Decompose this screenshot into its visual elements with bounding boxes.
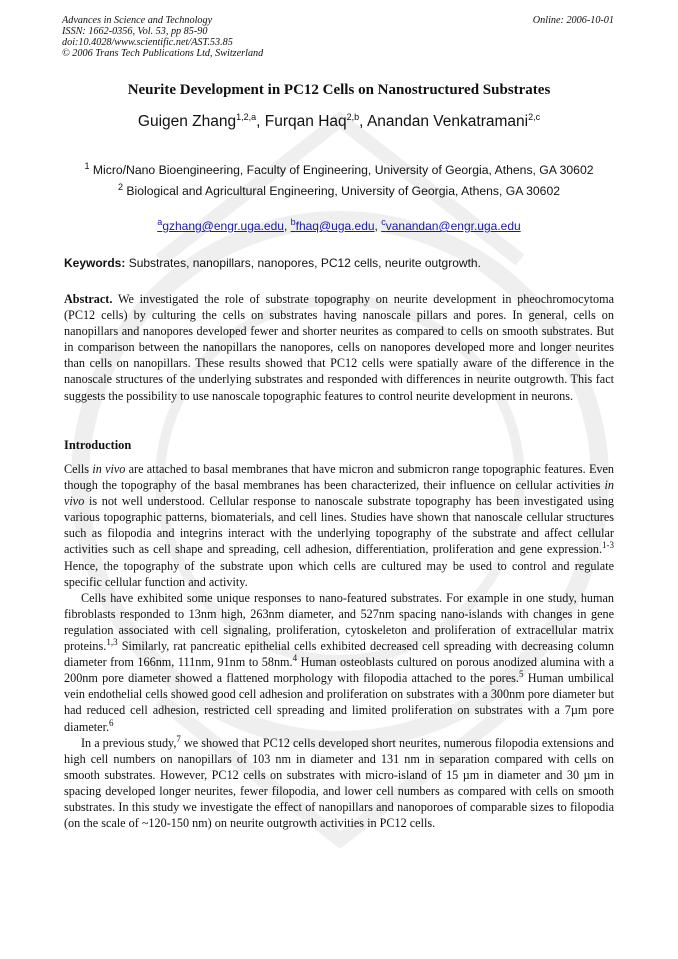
introduction-body <box>64 461 614 831</box>
reference-sup: 5 <box>518 669 524 680</box>
author-name: Anandan Venkatramani <box>366 113 529 130</box>
paragraph-text: In a previous study, <box>81 735 177 750</box>
email-link[interactable] <box>157 219 284 233</box>
author-name: Furqan Haq <box>264 113 347 130</box>
author-separator: , <box>256 113 265 130</box>
paragraph-text: is not well understood. Cellular response to nanoscale substrate topography has been investigated using various topographic patterns, biomaterials, and cell lines. Studies have shown that nanoscale cellular structures such as filopodia and integrins interact with the underlying topography of the substrate and affect cellular activities such as cell shape and spreading, cell adhesion, differentiation, proliferation and gene expression. <box>64 494 614 557</box>
affiliation-text: Biological and Agricultural Engineering, University of Georgia, Athens, GA 30602 <box>126 184 560 198</box>
issn-line: ISSN: 1662-0356, Vol. 53, pp 85-90 <box>62 26 208 37</box>
email-sup: c <box>381 217 386 227</box>
paper-title: Neurite Development in PC12 Cells on Nanostructured Substrates <box>127 82 551 98</box>
reference-sup: 1-3 <box>602 540 614 551</box>
author-sup: 1,2,a <box>236 111 257 122</box>
affiliation-sup: 2 <box>118 181 124 192</box>
italic-term: in vivo <box>92 462 126 476</box>
affiliation-2 <box>0 181 678 198</box>
paragraph-text: Similarly, rat pancreatic epithelial cells exhibited decreased cell spreading with decreasing column diameter from 166nm, 111nm, 91nm to 58nm. <box>64 639 614 670</box>
journal-header <box>62 15 263 59</box>
author-name: Guigen Zhang <box>137 113 237 130</box>
reference-sup: 6 <box>109 717 114 728</box>
affiliation-text: Micro/Nano Bioengineering, Faculty of Engineering, University of Georgia, Athens, GA 30602 <box>92 163 594 177</box>
email-list <box>0 219 678 233</box>
email-separator: , <box>283 219 291 233</box>
email-separator: , <box>374 219 382 233</box>
affiliation-1 <box>0 160 678 177</box>
email-address: vanandan@engr.uga.edu <box>385 219 521 233</box>
paragraph-text: are attached to basal membranes that have micron and submicron range topographic features. Even though the topography of the basal membranes has been characterized, their influence on cellular activities <box>64 462 614 493</box>
author-sup: 2,c <box>528 111 541 122</box>
introduction-paragraph <box>64 735 614 832</box>
paragraph-text: Cells <box>64 462 93 476</box>
online-date: Online: 2006-10-01 <box>532 15 614 26</box>
introduction-heading: Introduction <box>64 438 132 452</box>
abstract <box>64 291 614 404</box>
email-sup: a <box>157 217 163 227</box>
paragraph-text: Human umbilical vein endothelial cells showed good cell adhesion and proliferation on substrates with a 300nm pore diameter but had reduced cell adhesion, restricted cell spreading and limited proliferation on substrates with a 7µm pore diameter. <box>64 671 614 734</box>
email-link[interactable] <box>291 219 375 233</box>
journal-name: Advances in Science and Technology <box>62 15 213 26</box>
reference-sup: 1,3 <box>106 636 118 647</box>
paragraph-text: we showed that PC12 cells developed short neurites, numerous filopodia extensions and high cell numbers on nanopillars of 103 nm in diameter and 131 nm in separation compared with cells on smooth substrates. However, PC12 cells on substrates with micro-island of 15 µm in diameter and 30 µm in spacing developed longer neurites, fewer filopodia, and lower cell numbers as compared with cells on smooth substrates. In this study we investigate the effect of nanopillars and nanoporoes of comparable sizes to filopodia (on the scale of ~120-150 nm) on neurite outgrowth activities in PC12 cells. <box>64 735 614 831</box>
paragraph-text: Hence, the topography of the substrate upon which cells are cultured may be used to control and regulate specific cellular function and activity. <box>64 558 614 589</box>
reference-sup: 7 <box>176 733 181 744</box>
affiliation-sup: 1 <box>84 160 90 171</box>
paragraph-text: Human osteoblasts cultured on porous anodized alumina with a 200nm pore diameter showed a flattened morphology with filopodia attached to the pores. <box>64 655 615 686</box>
email-address: gzhang@engr.uga.edu <box>162 219 284 233</box>
abstract-label: Abstract. <box>64 292 113 306</box>
author-sup: 2,b <box>346 111 360 122</box>
introduction-paragraph <box>64 461 614 590</box>
keywords-label: Keywords: <box>64 256 126 270</box>
email-sup: b <box>290 217 296 227</box>
email-address: fhaq@uga.edu <box>295 219 375 233</box>
keywords <box>64 256 481 270</box>
author-list <box>0 113 678 131</box>
keywords-text: Substrates, nanopillars, nanopores, PC12 cells, neurite outgrowth. <box>128 256 481 270</box>
reference-sup: 4 <box>292 653 298 664</box>
copyright-line: © 2006 Trans Tech Publications Ltd, Switzerland <box>62 48 264 59</box>
introduction-paragraph <box>64 590 614 735</box>
abstract-text: We investigated the role of substrate topography on neurite development in pheochromocytoma (PC12 cells) by culturing the cells on substrates having nanoscale pillars and pores. In general, cells on nanopillars and nanopores developed fewer and shorter neurites as compared to cells on smooth substrates. But in comparison between the nanopillars the nanopores, cells on nanopores developed more and longer neurites than cells on nanopillars. These results showed that PC12 cells were spatially aware of the difference in the nanoscale structures of the underlying substrates and responded with differences in neurite outgrowth. This fact suggests the possibility to use nanoscale topographic features to control neurite development in neurons. <box>64 292 614 403</box>
email-link[interactable] <box>381 219 520 233</box>
italic-term: in vivo <box>64 478 614 509</box>
author-separator: , <box>359 113 367 130</box>
doi-line: doi:10.4028/www.scientific.net/AST.53.85 <box>62 37 233 48</box>
paragraph-text: Cells have exhibited some unique responses to nano-featured substrates. For example in one study, human fibroblasts responded to 13nm high, 263nm diameter, and 527nm spacing nano-islands with changes in gene regulation associated with cell signaling, proliferation, cytoskeleton and proliferation of extracellular matrix proteins. <box>64 590 614 654</box>
